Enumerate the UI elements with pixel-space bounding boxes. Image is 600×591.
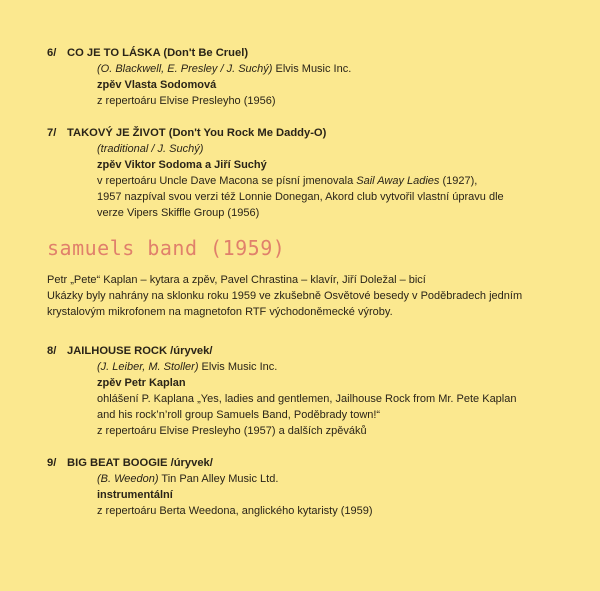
track-title: 9/ BIG BEAT BOOGIE /úryvek/ — [47, 457, 213, 469]
singer: instrumentální — [97, 489, 173, 501]
track-6 — [47, 46, 580, 109]
publisher: Tin Pan Alley Music Ltd. — [158, 473, 279, 485]
composers: (B. Weedon) — [97, 473, 159, 485]
track-note: 1957 nazpíval svou verzi též Lonnie Donegan, Akord club vytvořil vlastní úpravu dle — [97, 191, 504, 203]
track-credits — [47, 61, 580, 77]
track-title: 6/ CO JE TO LÁSKA (Don't Be Cruel) — [47, 47, 249, 59]
track-title: 8/ JAILHOUSE ROCK /úryvek/ — [47, 345, 213, 357]
publisher: Elvis Music Inc. — [272, 63, 352, 75]
singer: zpěv Vlasta Sodomová — [97, 79, 217, 91]
composers: (O. Blackwell, E. Presley / J. Suchý) — [97, 63, 273, 75]
track-9 — [47, 456, 580, 519]
track-7 — [47, 126, 580, 221]
track-note: z repertoáru Berta Weedona, anglického kytaristy (1959) — [97, 505, 373, 517]
singer: zpěv Petr Kaplan — [97, 377, 186, 389]
composers: (J. Leiber, M. Stoller) — [97, 361, 199, 373]
section-line: Ukázky byly nahrány na sklonku roku 1959 ve zkušebně Osvětové besedy v Poděbradech jedním — [47, 290, 523, 302]
track-note: verze Vipers Skiffle Group (1956) — [97, 207, 260, 219]
track-note: z repertoáru Elvise Presleyho (1956) — [97, 95, 276, 107]
section-heading: samuels band (1959) — [47, 236, 286, 260]
track-8 — [47, 344, 580, 439]
track-note: z repertoáru Elvise Presleyho (1957) a dalších zpěváků — [97, 425, 367, 437]
track-credits — [47, 141, 580, 157]
track-title: 7/ TAKOVÝ JE ŽIVOT (Don't You Rock Me Daddy-O) — [47, 127, 327, 139]
singer: zpěv Viktor Sodoma a Jiří Suchý — [97, 159, 267, 171]
section-line: Petr „Pete“ Kaplan – kytara a zpěv, Pavel Chrastina – klavír, Jiří Doležal – bicí — [47, 274, 426, 286]
track-note: v repertoáru Uncle Dave Macona se písní jmenovala Sail Away Ladies (1927), — [97, 175, 478, 187]
track-credits — [47, 471, 580, 487]
section-line: krystalovým mikrofonem na magnetofon RTF východoněmecké výroby. — [47, 306, 393, 318]
track-credits — [47, 359, 580, 375]
track-note: and his rock’n’roll group Samuels Band, Poděbrady town!“ — [97, 409, 381, 421]
track-note: ohlášení P. Kaplana „Yes, ladies and gentlemen, Jailhouse Rock from Mr. Pete Kaplan — [97, 393, 517, 405]
composers: (traditional / J. Suchý) — [97, 143, 204, 155]
publisher: Elvis Music Inc. — [198, 361, 278, 373]
